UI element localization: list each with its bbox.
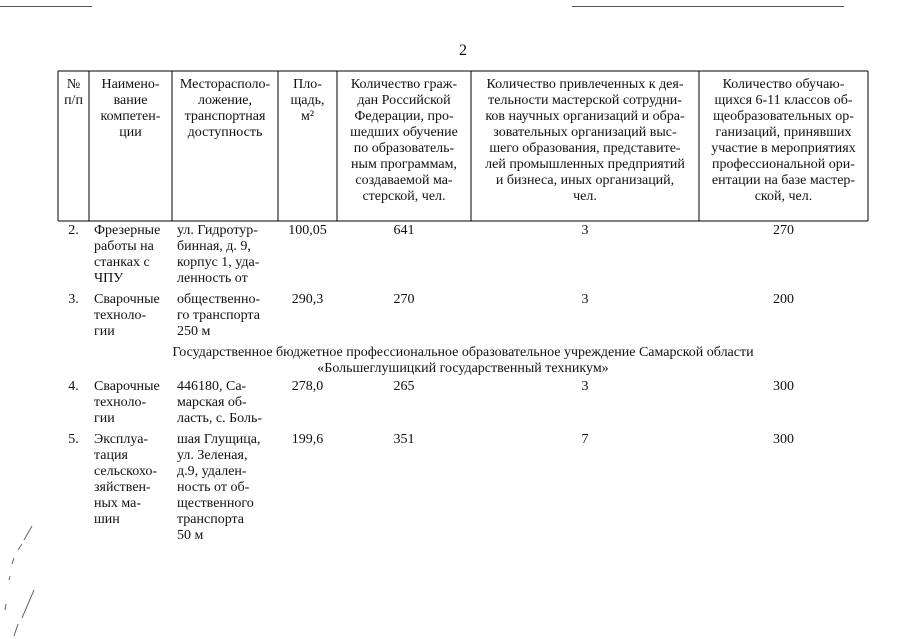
cell-location: 446180, Са- марская об- ласть, с. Боль- <box>177 379 263 426</box>
header-pupils: Количество обучаю- щихся 6-11 классов об- щеобразовательных ор- ганизаций, принявших участие в мероприятиях профессиональной ори- ентации на базе мастер- ской, чел. <box>711 77 856 204</box>
cell-num: 5. <box>68 432 79 447</box>
margin-pen-marks <box>0 520 40 639</box>
cell-staff: 3 <box>581 379 589 394</box>
cell-location: шая Глущица, ул. Зеленая, д.9, удален- ность от об- щественного транспорта 50 м <box>177 432 261 543</box>
top-rule-right <box>572 6 844 7</box>
cell-name: Сварочные техноло- гии <box>94 379 160 426</box>
header-num: № п/п <box>64 77 83 108</box>
cell-location: общественно- го транспорта 250 м <box>177 292 261 339</box>
cell-area: 278,0 <box>291 379 324 394</box>
page-number: 2 <box>459 42 467 59</box>
cell-num: 4. <box>68 379 79 394</box>
section-title: Государственное бюджетное профессиональное образовательное учреждение Самарской области «Большеглушицкий государственный техникум» <box>172 345 754 376</box>
cell-staff: 3 <box>581 292 589 307</box>
header-location: Месторасполо- ложение, транспортная доступность <box>179 77 271 140</box>
cell-pupils: 200 <box>773 292 794 307</box>
top-rule-left <box>0 6 92 7</box>
header-staff: Количество привлеченных к дея- тельности мастерской сотрудни- ков научных организаций и обра- зовательных организаций выс- шего образования, представите- лей промышленных предприятий и бизнеса, иных организаций, чел. <box>485 77 685 204</box>
cell-name: Эксплуа- тация сельскохо- зяйствен- ных ма- шин <box>94 432 158 527</box>
header-trained: Количество граж- дан Российской Федерации, про- шедших обучение по образователь- ным программам, создаваемой ма- стерской, чел. <box>350 77 458 204</box>
cell-num: 2. <box>68 223 79 238</box>
cell-staff: 3 <box>581 223 589 238</box>
cell-location: ул. Гидротур- бинная, д. 9, корпус 1, уда- ленность от <box>177 223 260 286</box>
header-area: Пло- щадь, м² <box>290 77 325 124</box>
cell-trained: 265 <box>393 379 415 394</box>
cell-pupils: 300 <box>773 379 794 394</box>
cell-area: 100,05 <box>288 223 327 238</box>
header-name: Наимено- вание компетен- ции <box>100 77 161 140</box>
cell-pupils: 300 <box>773 432 794 447</box>
cell-staff: 7 <box>581 432 589 447</box>
cell-trained: 270 <box>393 292 415 307</box>
cell-trained: 351 <box>393 432 415 447</box>
cell-area: 290,3 <box>291 292 324 307</box>
cell-name: Сварочные техноло- гии <box>94 292 160 339</box>
cell-trained: 641 <box>393 223 415 238</box>
cell-pupils: 270 <box>773 223 794 238</box>
cell-name: Фрезерные работы на станках с ЧПУ <box>94 223 161 286</box>
cell-area: 199,6 <box>291 432 324 447</box>
cell-num: 3. <box>68 292 79 307</box>
